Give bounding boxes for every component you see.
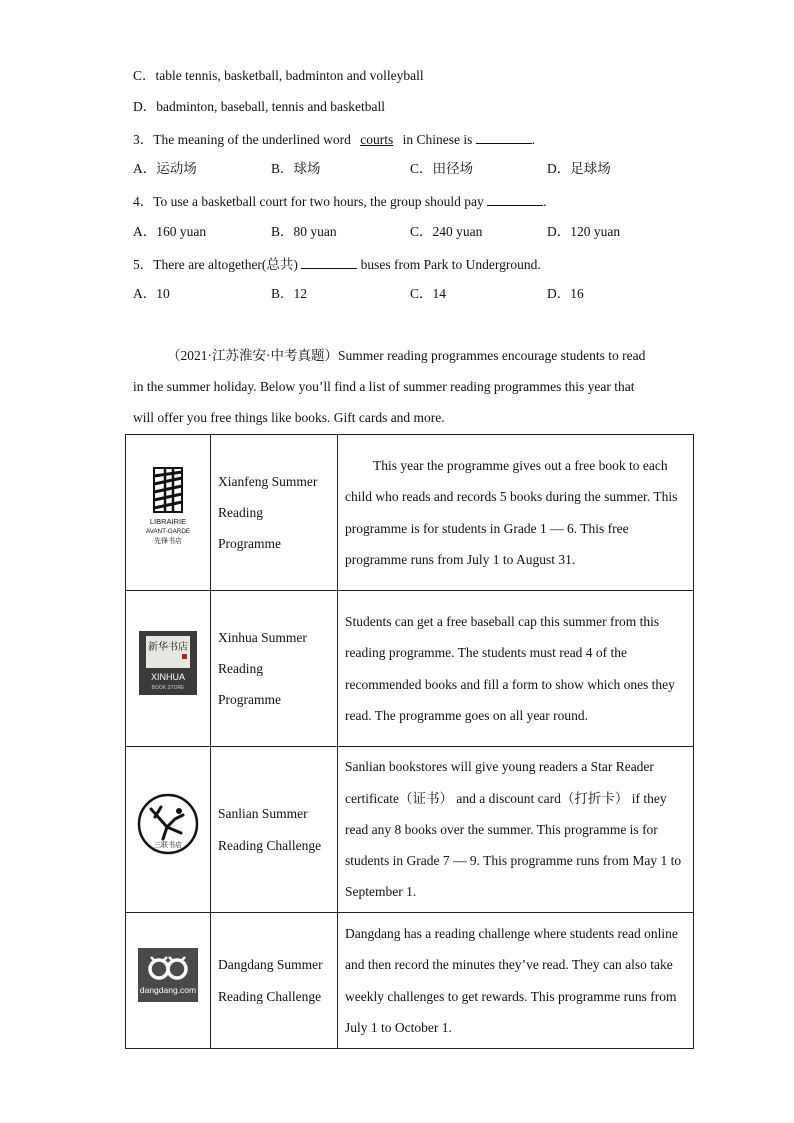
q3-end: . — [531, 132, 536, 147]
table-row — [126, 913, 694, 1049]
dangdang-logo-icon — [137, 947, 199, 1003]
programme-name-line: Programme — [218, 692, 281, 708]
programme-description-cell — [338, 435, 694, 591]
q5-option-b: B．12 — [271, 286, 308, 301]
logo-text-xianfeng: 先锋书店 — [154, 536, 182, 545]
passage-intro-line-2: in the summer holiday. Below you’ll find a list of summer reading programmes this year that — [133, 379, 635, 394]
passage-source: （2021·江苏淮安·中考真题） — [167, 348, 338, 363]
q3-prefix: 3．The meaning of the underlined word — [133, 132, 355, 147]
q5-stem — [133, 254, 541, 274]
q5-suffix: buses from Park to Underground. — [357, 257, 541, 272]
programme-name-line: Xianfeng Summer — [218, 473, 318, 489]
programme-name-cell — [211, 591, 338, 747]
q3-stem — [133, 129, 535, 149]
q3-option-d: D．足球场 — [547, 161, 611, 176]
q3-suffix: in Chinese is — [399, 132, 473, 147]
logo-text-dangdang: dangdang.com — [139, 984, 197, 995]
logo-text-avant-garde: AVANT-GARDE — [145, 527, 191, 535]
programme-description-cell — [338, 591, 694, 747]
q4-option-c: C．240 yuan — [410, 224, 483, 239]
programme-description: This year the programme gives out a free book to each child who reads and records 5 books during the summer. This programme is for students in Grade 1 — 6. This free programme runs from July 1 to August 31. — [345, 457, 678, 567]
q5-prefix: 5．There are altogether(总共) — [133, 257, 298, 272]
table-row — [126, 591, 694, 747]
logo-text-sanlian: 三联书店 — [154, 840, 182, 849]
programme-name-line: Xinhua Summer — [218, 629, 307, 645]
programme-name-cell — [211, 435, 338, 591]
q3-option-a: A．运动场 — [133, 161, 197, 176]
q3-underlined-word: courts — [360, 132, 394, 147]
programme-name-line: Reading — [218, 504, 263, 520]
passage-intro-line-3: will offer you free things like books. Gift cards and more. — [133, 410, 445, 425]
programme-name-line: Reading Challenge — [218, 837, 322, 853]
librairie-avant-garde-logo-icon — [145, 466, 191, 548]
programme-name-line: Dangdang Summer — [218, 957, 323, 973]
q4-option-b: B．80 yuan — [271, 224, 337, 239]
programme-name-line: Reading Challenge — [218, 988, 322, 1004]
logo-text-xinhua-cn: 新华书店 — [148, 641, 188, 653]
logo-text-xinhua: XINHUA — [150, 671, 186, 682]
sanlian-bookstore-logo-icon — [137, 793, 199, 855]
q2-option-c: C．table tennis, basketball, badminton and volleyball — [133, 68, 424, 83]
q4-stem — [133, 191, 547, 211]
programme-name-cell — [211, 913, 338, 1049]
logo-cell — [126, 435, 211, 591]
xinhua-bookstore-logo-icon — [138, 630, 198, 696]
logo-text-bookstore: BOOK STORE — [151, 684, 185, 691]
q5-option-d: D．16 — [547, 286, 584, 301]
logo-cell — [126, 747, 211, 913]
q5-option-c: C．14 — [410, 286, 447, 301]
q4-option-a: A．160 yuan — [133, 224, 207, 239]
programme-description: Sanlian bookstores will give young readers a Star Reader certificate（证书） and a discount card（打折卡） if they read any 8 books over the summer. This programme is for students in Grade 7 — 9. This programme runs from May 1 to September 1. — [345, 759, 682, 900]
q2-option-d: D．badminton, baseball, tennis and basketball — [133, 99, 385, 114]
table-row — [126, 435, 694, 591]
q4-option-d: D．120 yuan — [547, 224, 621, 239]
q3-option-c: C．田径场 — [410, 161, 474, 176]
q5-answer-blank — [301, 254, 357, 269]
q4-answer-blank — [487, 191, 543, 206]
programme-description-cell — [338, 913, 694, 1049]
passage-intro-text-1: Summer reading programmes encourage students to read — [338, 348, 646, 363]
programme-description: Dangdang has a reading challenge where students read online and then record the minutes they’ve read. They can also take weekly challenges to get rewards. This programme runs from July 1 to October 1. — [345, 925, 678, 1035]
table-row — [126, 747, 694, 913]
logo-text-librairie: LIBRAIRIE — [149, 516, 187, 526]
programme-name-line: Reading — [218, 660, 263, 676]
logo-cell — [126, 913, 211, 1049]
q4-end: . — [543, 194, 547, 209]
programme-name-line: Programme — [218, 536, 281, 552]
q5-option-a: A．10 — [133, 286, 170, 301]
q4-prefix: 4．To use a basketball court for two hours, the group should pay — [133, 194, 484, 209]
programme-name-line: Sanlian Summer — [218, 806, 308, 822]
logo-cell — [126, 591, 211, 747]
programme-description-cell — [338, 747, 694, 913]
programme-name-cell — [211, 747, 338, 913]
q3-answer-blank — [476, 129, 532, 144]
passage-intro-line-1 — [133, 340, 693, 371]
programme-description: Students can get a free baseball cap this summer from this reading programme. The students must read 4 of the recommended books and fill a form to show which ones they read. The programme goes on all year round. — [345, 613, 675, 723]
q3-option-b: B．球场 — [271, 161, 321, 176]
passage-intro — [133, 340, 693, 433]
programmes-table — [125, 434, 694, 1049]
